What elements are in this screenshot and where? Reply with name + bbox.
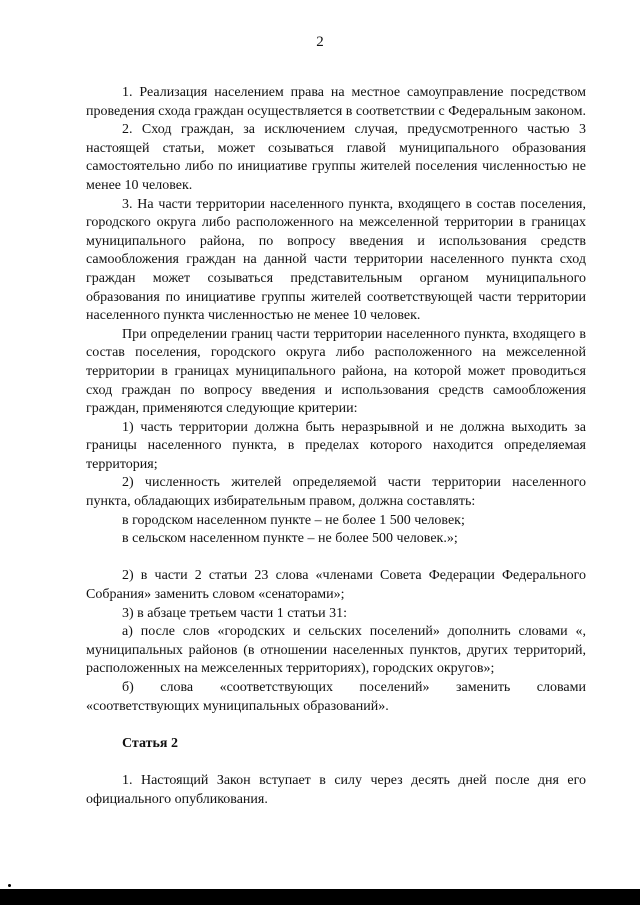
- spacer: [86, 753, 586, 772]
- spacer: [86, 549, 586, 568]
- article-heading: Статья 2: [122, 735, 178, 751]
- criterion-1: 1) часть территории должна быть неразрывной и не должна выходить за границы населенного пункта, в пределах которого находится определяемая территория;: [86, 419, 586, 472]
- scan-bottom-border: [0, 889, 640, 905]
- amendment-3: 3) в абзаце третьем части 1 статьи 31:: [122, 605, 347, 621]
- paragraph-2: 2. Сход граждан, за исключением случая, предусмотренного частью 3 настоящей статьи, может созываться главой муниципального образования самостоятельно либо по инициативе группы жителей поселения численностью не менее 10 человек.: [86, 122, 586, 193]
- criterion-2-rural: в сельском населенном пункте – не более 500 человек.»;: [122, 531, 458, 547]
- spacer: [86, 716, 586, 735]
- criterion-2: 2) численность жителей определяемой части территории населенного пункта, обладающих избирательным правом, должна составлять:: [86, 475, 586, 510]
- amendment-2: 2) в части 2 статьи 23 слова «членами Совета Федерации Федерального Собрания» заменить словом «сенаторами»;: [86, 568, 586, 603]
- scan-artifact-dot: [8, 884, 11, 887]
- amendment-3a: а) после слов «городских и сельских поселений» дополнить словами «, муниципальных районов (в отношении населенных пунктов, других территорий, расположенных на межселенных территориях), городских округов»;: [86, 624, 586, 677]
- amendment-3b: б) слова «соответствующих поселений» заменить словами «соответствующих муниципальных образований».: [86, 680, 586, 714]
- paragraph-3: 3. На части территории населенного пункта, входящего в состав поселения, городского округа либо расположенного на межселенной территории в границах муниципального района, по вопросу введения и использования средств самообложения граждан на данной части территории населенного пункта сход граждан может созываться представительным органом муниципального образования по инициативе группы жителей соответствующей части территории населенного пункта численностью не менее 10 человек.: [86, 196, 586, 324]
- document-body: [86, 84, 586, 809]
- criterion-2-urban: в городском населенном пункте – не более 1 500 человек;: [122, 512, 465, 528]
- paragraph-4: При определении границ части территории населенного пункта, входящего в состав поселения, городского округа либо расположенного на межселенной территории в границах муниципального района, на которой может проводиться сход граждан по вопросу введения и использования средств самообложения граждан, применяются следующие критерии:: [86, 326, 586, 417]
- article-2-paragraph-1: 1. Настоящий Закон вступает в силу через десять дней после дня его официального опубликования.: [86, 772, 586, 807]
- page-number: 2: [316, 34, 324, 50]
- paragraph-1: 1. Реализация населением права на местное самоуправление посредством проведения схода граждан осуществляется в соответствии с Федеральным законом.: [86, 85, 587, 119]
